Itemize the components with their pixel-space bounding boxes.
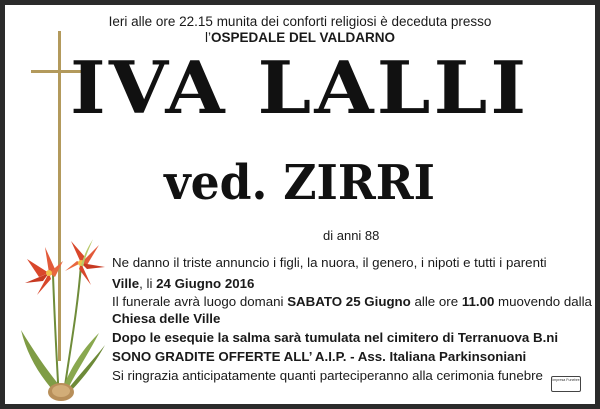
amaryllis-flower-image	[19, 235, 109, 405]
announcement-line: Ne danno il triste annuncio i figli, la nuora, il genero, i nipoti e tutti i parenti	[112, 255, 547, 270]
funeral-day: SABATO 25 Giugno	[287, 294, 411, 309]
church-name: Chiesa delle Ville	[112, 311, 221, 326]
funeral-agency-stamp	[551, 376, 581, 392]
married-name-text: ved. ZIRRI	[164, 155, 436, 211]
funeral-text-c: muovendo dalla	[494, 294, 592, 309]
funeral-text-a: Il funerale avrà luogo domani	[112, 294, 288, 309]
place-name: Ville	[112, 276, 140, 291]
funeral-time: 11.00	[461, 294, 495, 309]
funeral-line	[112, 294, 592, 309]
date-prefix: , li	[139, 276, 157, 291]
deceased-name	[5, 43, 595, 133]
married-name	[5, 153, 595, 213]
burial-line	[112, 330, 558, 345]
hospital-prefix: l’	[204, 30, 211, 45]
offers-line	[112, 349, 526, 364]
thanks-line: Si ringrazia anticipatamente quanti parteciperanno alla cerimonia funebre	[112, 368, 543, 383]
funeral-text-b: alle ore	[410, 294, 462, 309]
burial-text: Dopo le esequie la salma sarà tumulata nel cimitero di Terranuova B.ni	[112, 330, 559, 345]
hospital-name: OSPEDALE DEL VALDARNO	[210, 30, 396, 45]
stamp-text: Impresa Funebre	[552, 378, 580, 382]
date-value: 24 Giugno 2016	[156, 276, 255, 291]
offers-text: SONO GRADITE OFFERTE ALL’ A.I.P. - Ass. Italiana Parkinsoniani	[112, 349, 527, 364]
intro-line: Ieri alle ore 22.15 munita dei conforti religiosi è deceduta presso	[108, 14, 492, 29]
church-line	[112, 311, 220, 326]
deceased-name-text: IVA LALLI	[70, 45, 530, 130]
age-text: di anni 88	[323, 228, 380, 243]
date-line	[112, 276, 254, 291]
